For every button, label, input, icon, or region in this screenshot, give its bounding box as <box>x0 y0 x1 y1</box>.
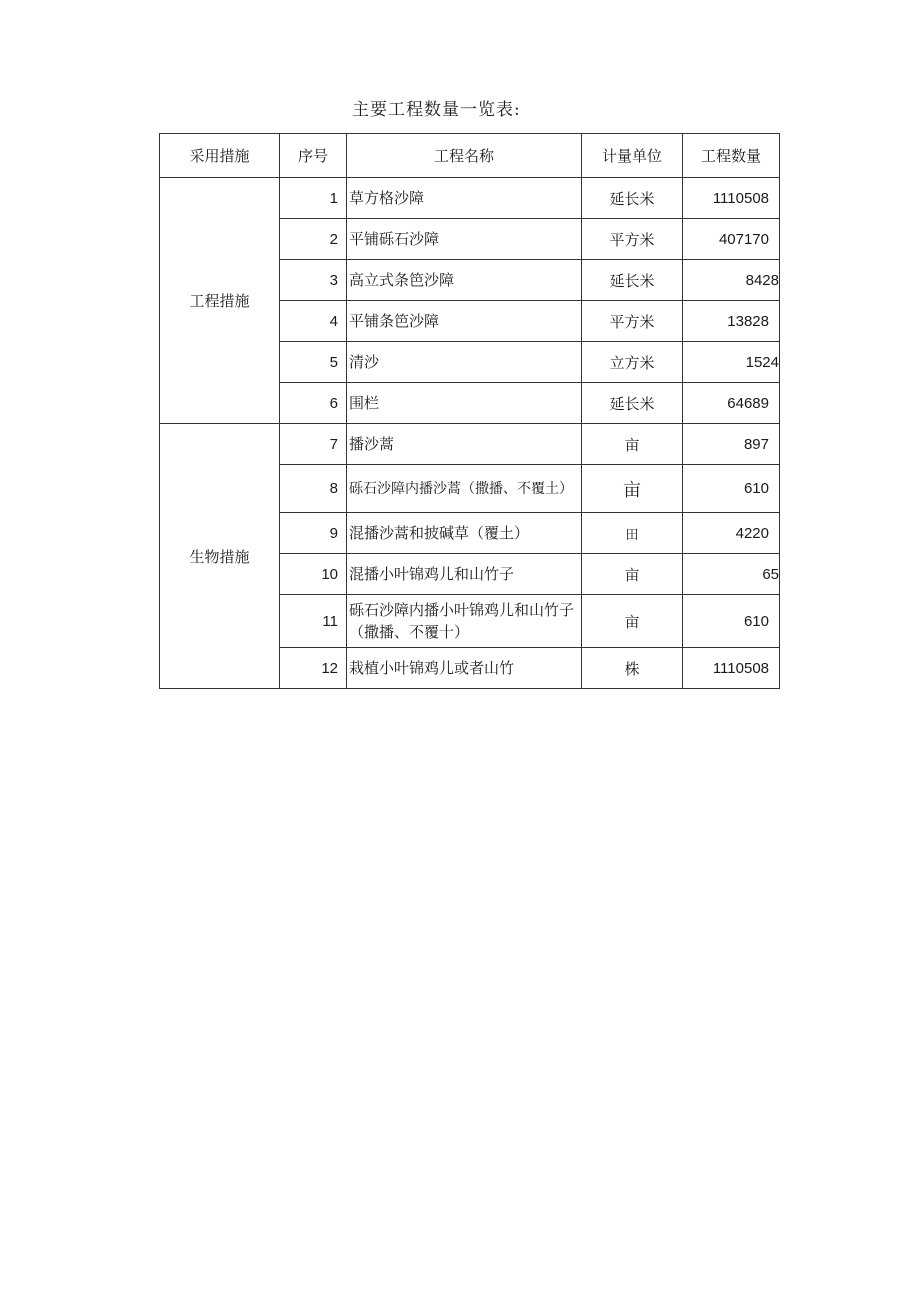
quantity-cell: 897 <box>683 424 780 465</box>
seq-cell: 6 <box>280 383 347 424</box>
name-cell: 平铺条笆沙障 <box>347 301 582 342</box>
quantity-cell: 610 <box>683 465 780 513</box>
unit-cell: 田 <box>582 513 683 554</box>
name-cell: 播沙蒿 <box>347 424 582 465</box>
seq-cell: 8 <box>280 465 347 513</box>
category-cell: 生物措施 <box>160 424 280 689</box>
quantity-cell: 610 <box>683 595 780 648</box>
name-cell: 混播小叶锦鸡儿和山竹子 <box>347 554 582 595</box>
seq-cell: 7 <box>280 424 347 465</box>
seq-cell: 10 <box>280 554 347 595</box>
seq-cell: 5 <box>280 342 347 383</box>
quantity-cell: 64689 <box>683 383 780 424</box>
seq-cell: 1 <box>280 178 347 219</box>
unit-cell: 亩 <box>582 554 683 595</box>
header-category: 采用措施 <box>160 134 280 178</box>
unit-cell: 株 <box>582 648 683 689</box>
table-row <box>160 178 780 219</box>
quantity-table <box>159 133 780 689</box>
name-cell: 砾石沙障内播沙蒿（撒播、不覆土） <box>347 465 582 513</box>
quantity-cell: 1110508 <box>683 648 780 689</box>
quantity-cell: 1110508 <box>683 178 780 219</box>
page-title: 主要工程数量一览表: <box>352 100 521 120</box>
quantity-cell: 1524 <box>683 342 780 383</box>
quantity-cell: 4220 <box>683 513 780 554</box>
name-cell: 围栏 <box>347 383 582 424</box>
header-seq: 序号 <box>280 134 347 178</box>
seq-cell: 3 <box>280 260 347 301</box>
unit-cell: 平方米 <box>582 301 683 342</box>
name-cell: 栽植小叶锦鸡儿或者山竹 <box>347 648 582 689</box>
unit-cell: 亩 <box>582 424 683 465</box>
header-name: 工程名称 <box>347 134 582 178</box>
category-cell: 工程措施 <box>160 178 280 424</box>
header-quantity: 工程数量 <box>683 134 780 178</box>
unit-cell: 延长米 <box>582 260 683 301</box>
unit-cell: 延长米 <box>582 383 683 424</box>
quantity-cell: 407170 <box>683 219 780 260</box>
header-unit: 计量单位 <box>582 134 683 178</box>
unit-cell: 亩 <box>582 595 683 648</box>
unit-cell: 平方米 <box>582 219 683 260</box>
quantity-cell: 13828 <box>683 301 780 342</box>
name-cell: 平铺砾石沙障 <box>347 219 582 260</box>
seq-cell: 4 <box>280 301 347 342</box>
quantity-cell: 65 <box>683 554 780 595</box>
seq-cell: 2 <box>280 219 347 260</box>
name-cell: 混播沙蒿和披碱草（覆土） <box>347 513 582 554</box>
name-cell: 砾石沙障内播小叶锦鸡儿和山竹子（撒播、不覆十） <box>347 595 582 648</box>
unit-cell: 亩 <box>582 465 683 513</box>
seq-cell: 9 <box>280 513 347 554</box>
name-cell: 清沙 <box>347 342 582 383</box>
seq-cell: 11 <box>280 595 347 648</box>
table-header-row <box>160 134 780 178</box>
unit-cell: 延长米 <box>582 178 683 219</box>
name-cell: 高立式条笆沙障 <box>347 260 582 301</box>
quantity-cell: 8428 <box>683 260 780 301</box>
name-cell: 草方格沙障 <box>347 178 582 219</box>
unit-cell: 立方米 <box>582 342 683 383</box>
table-row <box>160 424 780 465</box>
seq-cell: 12 <box>280 648 347 689</box>
